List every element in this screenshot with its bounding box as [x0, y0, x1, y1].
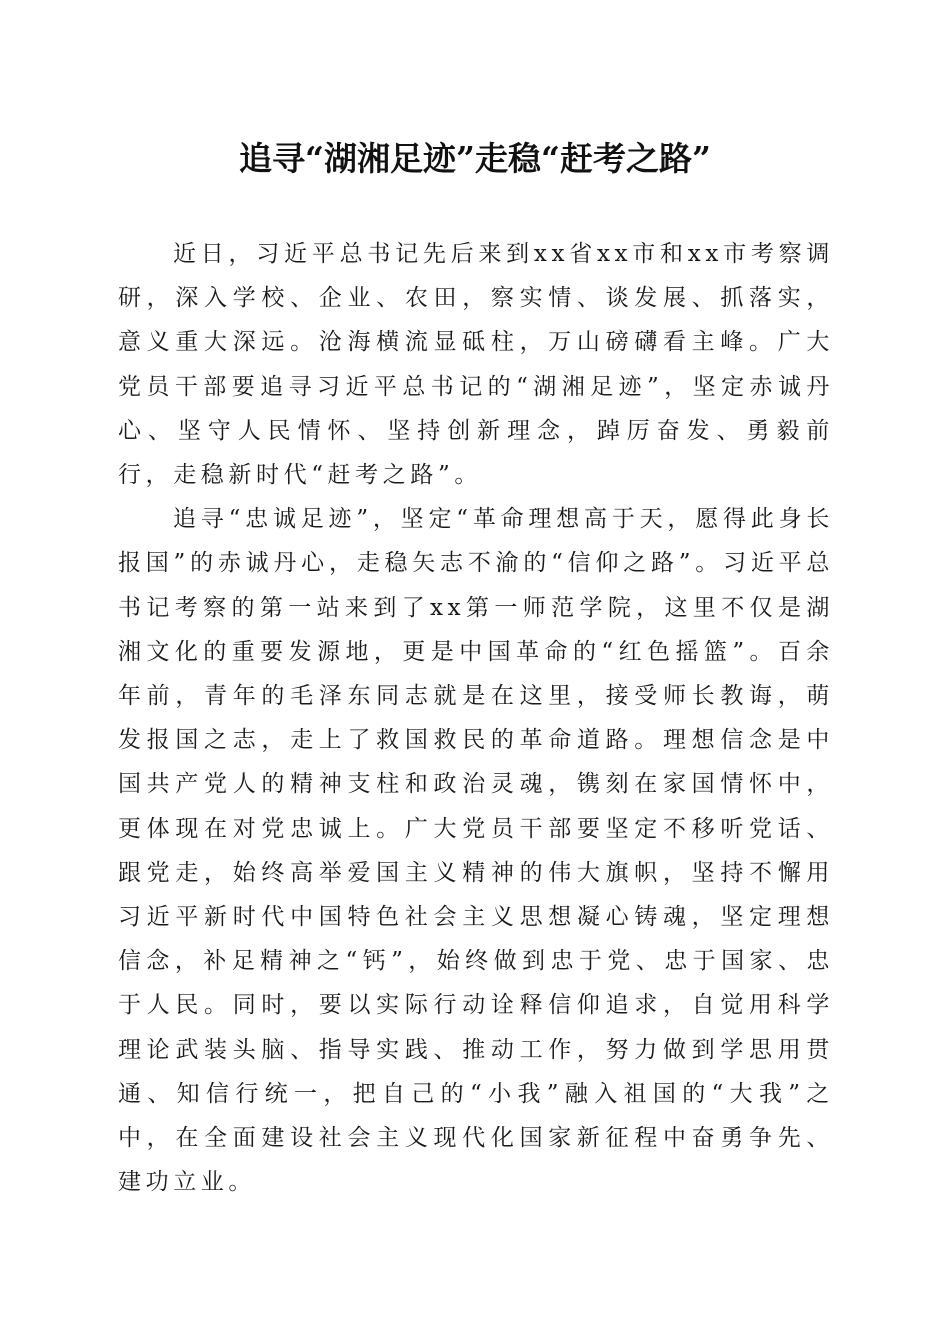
paragraph-loyalty-footprint: 追寻“忠诚足迹”，坚定“革命理想高于天，愿得此身长报国”的赤诚丹心，走稳矢志不渝的“信仰之路”。习近平总书记考察的第一站来到了xx第一师范学院，这里不仅是湖湘文化的重要发源地，更是中国革命的“红色摇篮”。百余年前，青年的毛泽东同志就是在这里，接受师长教诲，萌发报国之志，走上了救国救民的革命道路。理想信念是中国共产党人的精神支柱和政治灵魂，镌刻在家国情怀中，更体现在对党忠诚上。广大党员干部要坚定不移听党话、跟党走，始终高举爱国主义精神的伟大旗帜，坚持不懈用习近平新时代中国特色社会主义思想凝心铸魂，坚定理想信念，补足精神之“钙”，始终做到忠于党、忠于国家、忠于人民。同时，要以实际行动诠释信仰追求，自觉用科学理论武装头脑、指导实践、推动工作，努力做到学思用贯通、知信行统一，把自己的“小我”融入祖国的“大我”之中，在全面建设社会主义现代化国家新征程中奋勇争先、建功立业。	[118, 506, 834, 1196]
paragraph-intro: 近日，习近平总书记先后来到xx省xx市和xx市考察调研，深入学校、企业、农田，察实情、谈发展、抓落实，意义重大深远。沧海横流显砥柱，万山磅礴看主峰。广大党员干部要追寻习近平总书记的“湖湘足迹”，坚定赤诚丹心、坚守人民情怀、坚持创新理念，踔厉奋发、勇毅前行，走稳新时代“赶考之路”。	[118, 241, 834, 489]
document-body	[118, 232, 834, 1204]
document-title: 追寻“湖湘足迹”走稳“赶考之路”	[239, 139, 711, 178]
